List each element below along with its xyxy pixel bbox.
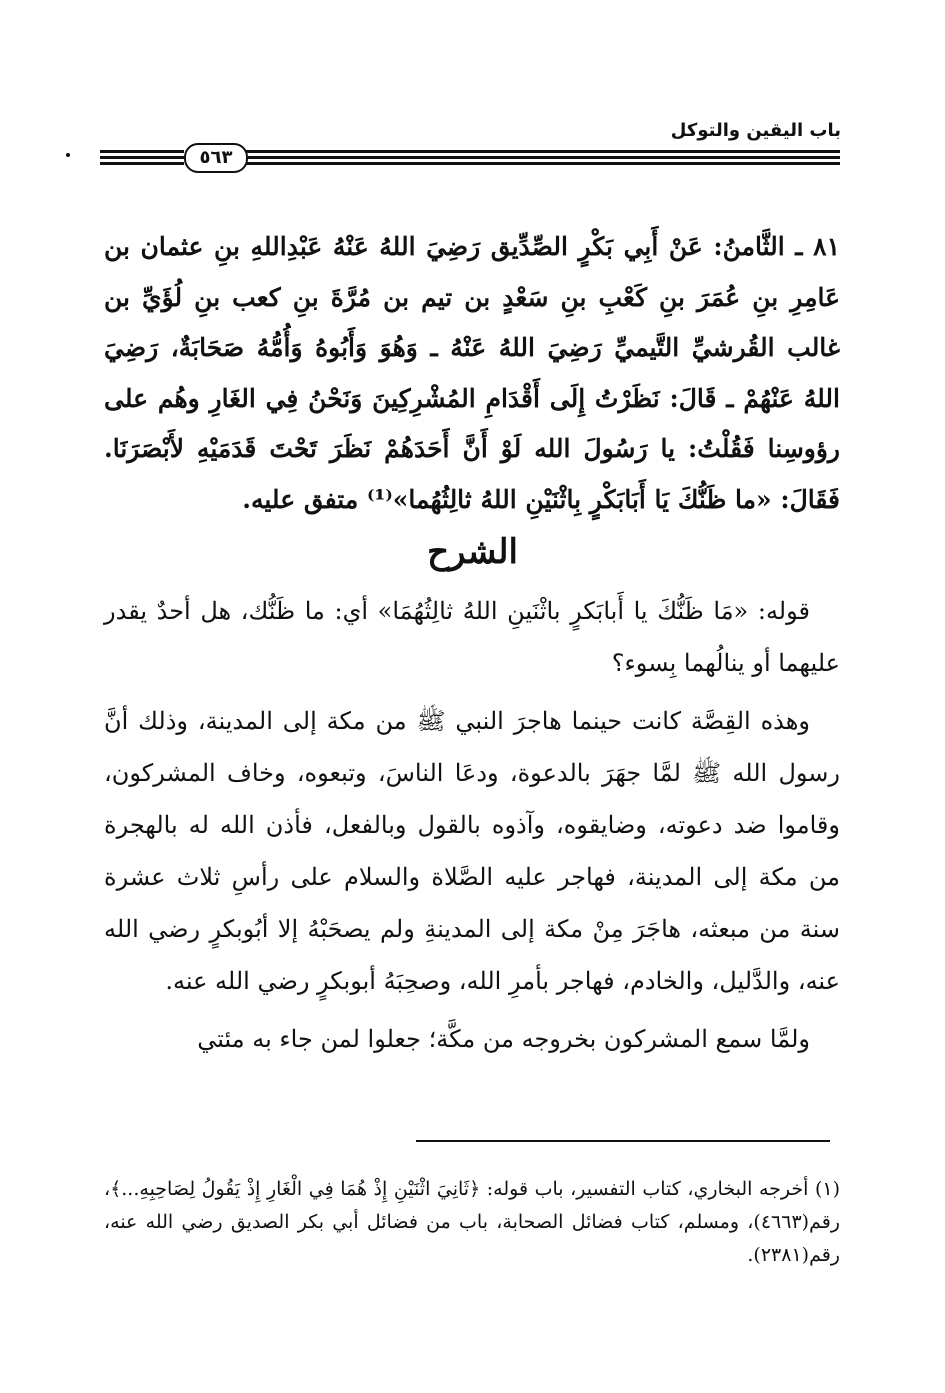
section-title: الشرح — [427, 532, 518, 572]
commentary-paragraph: وهذه القِصَّة كانت حينما هاجرَ النبي ﷺ من مكة إلى المدينة، وذلك أنَّ رسول الله ﷺ لمَّا جهَرَ بالدعوة، ودعَا الناسَ، وتبعوه، وخاف المشركون، وقاموا ضد دعوته، وضايقوه، وآذوه بالقول وبالفعل، فأذن الله له بالهجرة من مكة إلى المدينة، فهاجر عليه الصَّلاة والسلام على رأسِ ثلاث عشرة سنة من مبعثه، هاجَرَ مِنْ مكة إلى المدينةِ ولم يصحَبْهُ إلا أبُوبكرٍ رضي الله عنه، والدَّليل، والخادم، فهاجر بأمرِ الله، وصحِبَهُ أبوبكرٍ رضي الله عنه. — [104, 707, 841, 995]
hadith-text: ٨١ ـ الثَّامنُ: عَنْ أَبِي بَكْرٍ الصِّدِّيق رَضِيَ اللهُ عَنْهُ عَبْدِاللهِ بنِ عثمان بن عَامِرِ بنِ عُمَرَ بنِ كَعْبِ بنِ سَعْدٍ بن تيم بن مُرَّةَ بنِ كعب بنِ لُؤَيِّ بن غالب القُرشيِّ التَّيميِّ رَضِيَ اللهُ عَنْهُ ـ وَهُوَ وَأَبُوهُ وَأُمُّهُ صَحَابَةٌ، رَضِيَ اللهُ عَنْهُمْ ـ قَالَ: نَظَرْتُ إِلَى أَقْدَامِ المُشْرِكِينَ وَنَحْنُ فِي الغَارِ وهُم على رؤوسِنا فَقُلْتُ: يا رَسُولَ الله لَوْ أَنَّ أَحَدَهُمْ نَظَرَ تَحْتَ قَدَمَيْهِ لأَبْصَرَنَا. فَقَالَ: «ما ظَنُّكَ يَا أَبَابَكْرٍ بِاثْنَيْنِ اللهُ ثالِثُهُما»⁽¹⁾ متفق عليه. — [104, 232, 840, 514]
margin-dot — [66, 153, 70, 157]
footnote: (١) أخرجه البخاري، كتاب التفسير، باب قوله: ﴿ثَانِيَ اثْنَيْنِ إِذْ هُمَا فِي الْغَارِ إِذْ يَقُولُ لِصَاحِبِهِ...﴾، رقم(٤٦٦٣)، ومسلم، كتاب فضائل الصحابة، باب من فضائل أبي بكر الصديق رضي الله عنه، رقم(٢٣٨١). — [104, 1178, 840, 1266]
header-rule-right — [244, 150, 840, 164]
commentary-paragraph: قوله: «مَا ظَنُّكَ يا أَبابَكرٍ باثْنَينِ اللهُ ثالِثُهُمَا» أي: ما ظَنُّك، هل أحدٌ يقدر عليهما أو ينالُهما بِسوء؟ — [104, 597, 840, 677]
commentary-paragraph: ولمَّا سمع المشركون بخروجه من مكَّة؛ جعلوا لمن جاء به مئتي — [197, 1025, 810, 1053]
page-number: ٥٦٣ — [184, 143, 248, 173]
running-title: باب اليقين والتوكل — [670, 120, 841, 141]
commentary-body — [104, 585, 840, 1071]
footnote-separator — [416, 1140, 830, 1142]
header-rule-left — [100, 150, 184, 164]
